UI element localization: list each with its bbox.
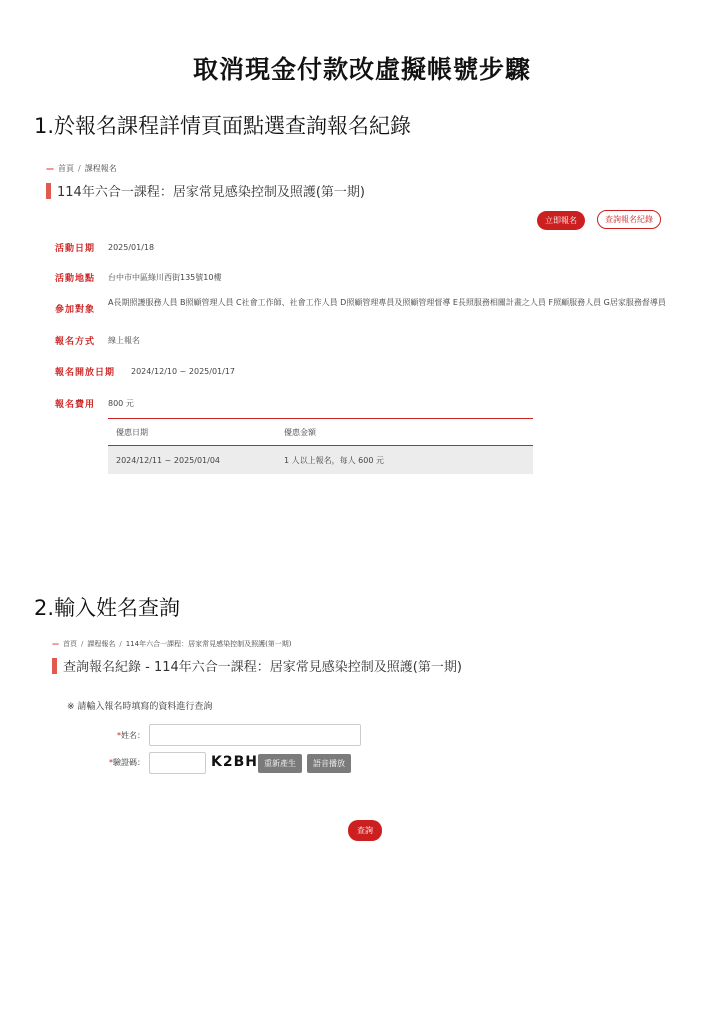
query-submit-button[interactable]: 查詢 bbox=[348, 820, 382, 841]
breadcrumb-home-link[interactable]: 首頁 bbox=[63, 640, 77, 648]
detail-label-fee: 報名費用 bbox=[55, 400, 96, 410]
detail-label-location: 活動地點 bbox=[55, 274, 96, 284]
course-heading-text: 114年六合一課程：居家常見感染控制及照護(第一期) bbox=[57, 185, 365, 200]
detail-label-method: 報名方式 bbox=[55, 337, 96, 347]
query-hint: ※ 請輸入報名時填寫的資料進行查詢 bbox=[67, 702, 213, 712]
breadcrumb-dash-icon: — bbox=[46, 164, 54, 173]
register-button[interactable]: 立即報名 bbox=[537, 211, 585, 230]
detail-label-date: 活動日期 bbox=[55, 244, 96, 254]
breadcrumb-home-link[interactable]: 首頁 bbox=[58, 164, 74, 173]
detail-value-audience: A長期照護服務人員 B照顧管理人員 C社會工作師、社會工作人員 D照顧管理專員及照顧管理督導 E長照服務相關計畫之人員 F照顧服務人員 G居家服務督導員 bbox=[108, 298, 666, 307]
heading-accent-bar bbox=[52, 658, 57, 674]
step1-title: 1.於報名課程詳情頁面點選查詢報名紀錄 bbox=[34, 114, 412, 138]
breadcrumb-course-detail-link[interactable]: 114年六合一課程：居家常見感染控制及照護(第一期) bbox=[125, 640, 292, 648]
detail-value-location: 台中市中區綠川西街135號10樓 bbox=[108, 273, 222, 282]
detail-value-open-date: 2024/12/10 ~ 2025/01/17 bbox=[131, 367, 236, 376]
detail-value-method: 線上報名 bbox=[108, 336, 140, 345]
name-label: *姓名： bbox=[117, 731, 145, 740]
breadcrumb: — 首頁 / 課程報名 bbox=[46, 164, 117, 173]
required-mark: * bbox=[109, 758, 113, 767]
document-title: 取消現金付款改虛擬帳號步驟 bbox=[192, 55, 531, 84]
breadcrumb-course-link[interactable]: 課程報名 bbox=[84, 164, 117, 173]
query-breadcrumb: — 首頁 / 課程報名 / 114年六合一課程：居家常見感染控制及照護(第一期) bbox=[52, 640, 292, 648]
query-record-button[interactable]: 查詢報名紀錄 bbox=[597, 210, 661, 229]
heading-accent-bar bbox=[46, 183, 51, 199]
discount-cell-amount: 1 人以上報名，每人 600 元 bbox=[276, 446, 533, 475]
discount-table-header bbox=[108, 419, 533, 446]
detail-label-open-date: 報名開放日期 bbox=[55, 368, 116, 378]
required-mark: * bbox=[117, 731, 121, 740]
step2-title: 2.輸入姓名查詢 bbox=[34, 596, 181, 620]
query-heading bbox=[52, 656, 462, 675]
breadcrumb-dash-icon: — bbox=[52, 640, 59, 648]
table-row bbox=[108, 446, 533, 475]
discount-table bbox=[108, 418, 533, 474]
discount-header-date: 優惠日期 bbox=[108, 419, 276, 446]
regenerate-captcha-button[interactable]: 重新產生 bbox=[258, 754, 302, 773]
breadcrumb-course-link[interactable]: 課程報名 bbox=[87, 640, 116, 648]
audio-captcha-button[interactable]: 語音播放 bbox=[307, 754, 351, 773]
detail-value-date: 2025/01/18 bbox=[108, 243, 155, 252]
discount-cell-date: 2024/12/11 ~ 2025/01/04 bbox=[108, 446, 276, 475]
captcha-input[interactable] bbox=[149, 752, 206, 774]
name-input[interactable] bbox=[149, 724, 361, 746]
course-heading bbox=[46, 181, 365, 200]
query-heading-text: 查詢報名紀錄 - 114年六合一課程：居家常見感染控制及照護(第一期) bbox=[63, 660, 462, 675]
detail-label-audience: 參加對象 bbox=[55, 305, 96, 315]
discount-header-amount: 優惠金額 bbox=[276, 419, 533, 446]
detail-value-fee: 800 元 bbox=[108, 399, 134, 408]
captcha-image: K2BH bbox=[211, 754, 258, 770]
code-label: *驗證碼： bbox=[109, 758, 145, 767]
